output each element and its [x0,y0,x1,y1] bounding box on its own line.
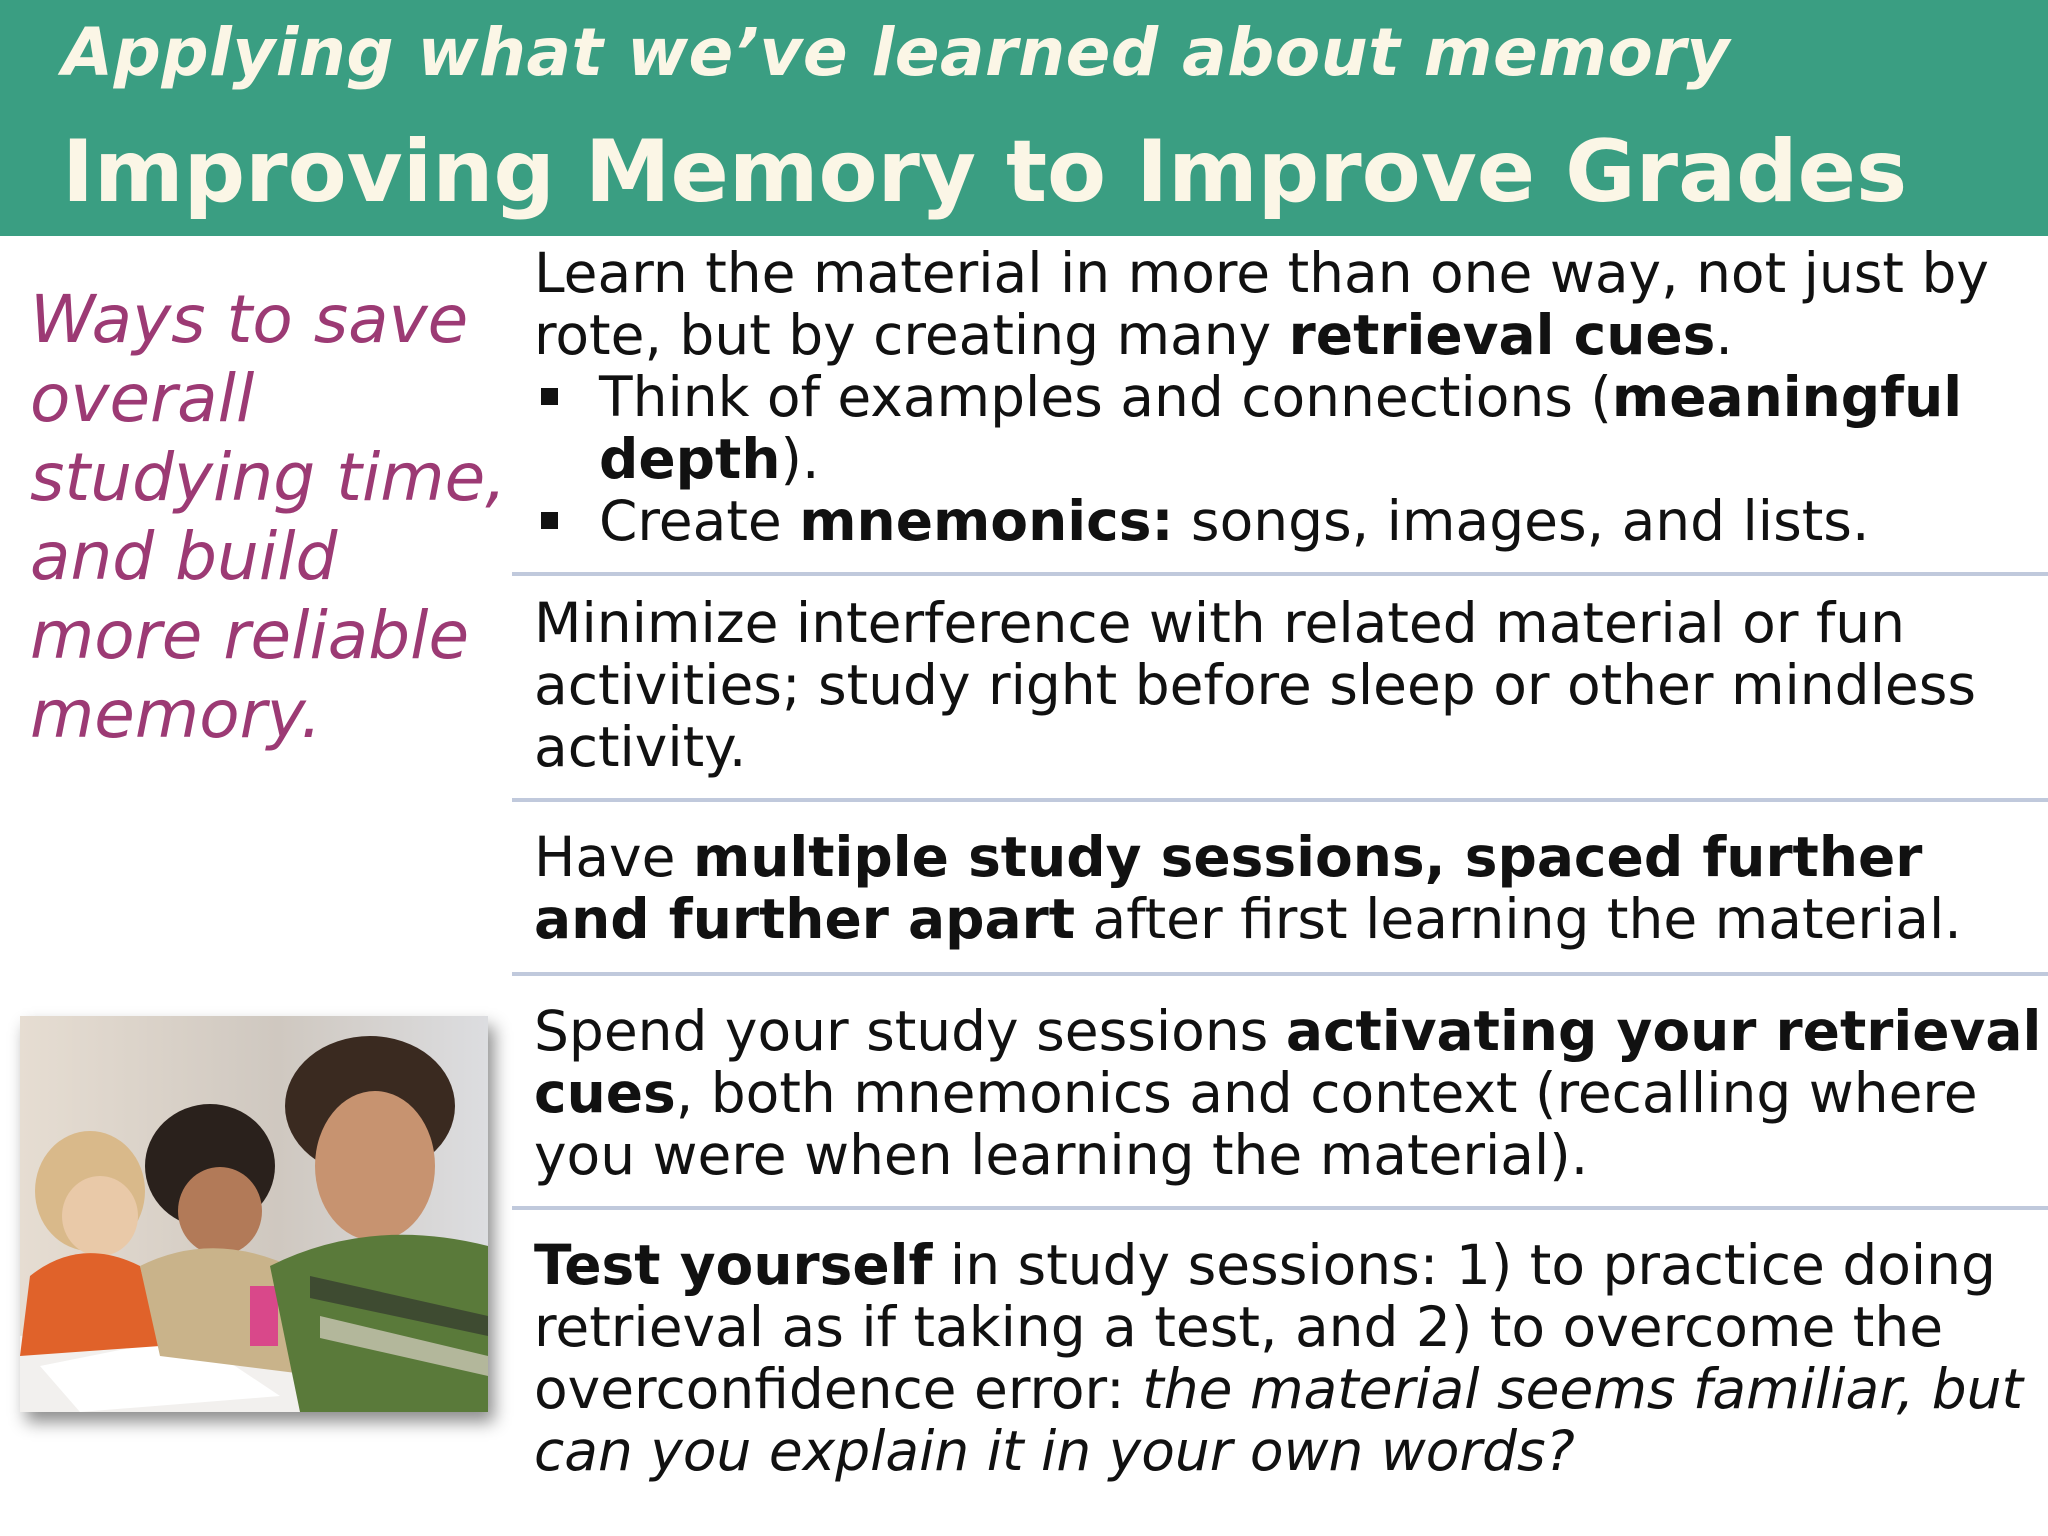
item-text-span: Think of examples and connections ( [599,365,1612,429]
item-text-span: Learn the material in more than one way, not just by rote, but by creating many [534,241,1989,367]
bullet-list [534,366,2048,552]
item-text-span: . [1715,303,1733,367]
list-item [512,576,2048,798]
item-text-span: Create [599,489,800,553]
square-bullet-icon [541,388,558,405]
item-text [534,242,2048,366]
item-text-span: after first learning the material. [1075,887,1962,951]
item-text-span: ). [780,427,820,491]
item-text-span: songs, images, and lists. [1173,489,1870,553]
item-bold-span: meaningful depth [599,365,1963,491]
item-bold-span: retrieval cues [1288,303,1716,367]
list-item [512,236,2048,572]
item-text-span: in study sessions: 1) to practice doing retrieval as if taking a test, and 2) to overcome the overconfidence error: [534,1233,1996,1421]
item-text-span: Have [534,825,693,889]
item-bold-span: mnemonics: [799,489,1174,553]
students-photo [20,1016,488,1412]
item-italic-span: the material seems familiar, but can you explain it in your own words? [534,1357,2024,1483]
list-item [512,802,2048,972]
slide-subtitle: Applying what we’ve learned about memory [62,14,1730,91]
list-item [512,976,2048,1206]
sidebar-heading: Ways to save overall studying time, and build more reliable memory. [30,281,507,753]
item-bold-span: Test yourself [534,1233,933,1297]
slide-title: Improving Memory to Improve Grades [62,122,1908,222]
item-text-span: Spend your study sessions [534,999,1286,1063]
bullet-item [534,366,2048,490]
content-list [512,236,2048,1482]
list-item [512,1210,2048,1482]
item-bold-span: activating your retrieval cues [534,999,2042,1125]
slide-header [0,0,2048,236]
item-bold-span: multiple study sessions, spaced further and further apart [534,825,1923,951]
item-text-span: Minimize interference with related material or fun activities; study right before sleep or other mindless activity. [534,591,1977,779]
square-bullet-icon [541,512,558,529]
item-text-span: , both mnemonics and context (recalling where you were when learning the material). [534,1061,1978,1187]
bullet-item [534,490,2048,552]
